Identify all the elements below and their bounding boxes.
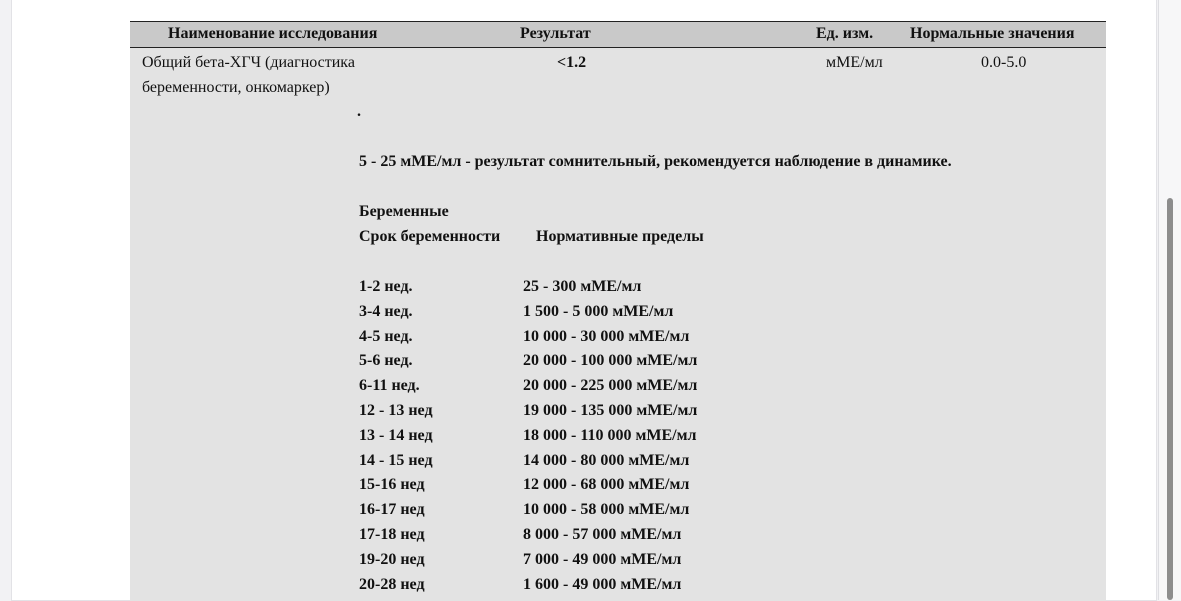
range-limits: 1 600 - 49 000 мМЕ/мл bbox=[523, 575, 682, 593]
lab-report-table bbox=[130, 21, 1106, 601]
range-term: 5-6 нед. bbox=[359, 352, 413, 370]
range-limits: 14 000 - 80 000 мМЕ/мл bbox=[523, 451, 690, 469]
range-term: 4-5 нед. bbox=[359, 327, 413, 345]
column-limits-header: Нормативные пределы bbox=[536, 228, 704, 245]
header-unit: Ед. изм. bbox=[816, 25, 874, 42]
range-limits: 18 000 - 110 000 мМЕ/мл bbox=[523, 426, 697, 444]
range-limits: 20 000 - 225 000 мМЕ/мл bbox=[523, 377, 698, 395]
range-limits: 8 000 - 57 000 мМЕ/мл bbox=[523, 526, 682, 543]
test-result-value: <1.2 bbox=[557, 54, 587, 71]
range-term: 16-17 нед bbox=[359, 501, 425, 519]
scrollbar-thumb[interactable] bbox=[1167, 198, 1173, 600]
range-term: 14 - 15 нед bbox=[359, 451, 433, 469]
pregnant-title: Беременные bbox=[359, 203, 449, 220]
header-normal-values: Нормальные значения bbox=[910, 25, 1075, 42]
comment-doubtful-note: 5 - 25 мМЕ/мл - результат сомнительный, рекомендуется наблюдение в динамике. bbox=[359, 153, 952, 170]
range-limits: 12 000 - 68 000 мМЕ/мл bbox=[523, 476, 690, 494]
header-test-name: Наименование исследования bbox=[168, 25, 378, 42]
vertical-scrollbar[interactable] bbox=[1158, 0, 1181, 600]
comment-dot: . bbox=[357, 103, 361, 120]
column-term-header: Срок беременности bbox=[359, 228, 501, 245]
test-name-line2: беременности, онкомаркер) bbox=[142, 79, 330, 96]
range-term: 17-18 нед bbox=[359, 526, 425, 543]
range-term: 20-28 нед bbox=[359, 575, 425, 593]
range-term: 15-16 нед bbox=[359, 476, 425, 494]
range-term: 19-20 нед bbox=[359, 550, 425, 568]
test-normal-value: 0.0-5.0 bbox=[981, 54, 1027, 71]
range-limits: 7 000 - 49 000 мМЕ/мл bbox=[523, 550, 682, 568]
range-limits: 20 000 - 100 000 мМЕ/мл bbox=[523, 352, 698, 370]
range-limits: 25 - 300 мМЕ/мл bbox=[523, 278, 642, 295]
range-term: 12 - 13 нед bbox=[359, 402, 433, 419]
header-result: Результат bbox=[520, 25, 591, 42]
range-limits: 19 000 - 135 000 мМЕ/мл bbox=[523, 402, 698, 419]
range-term: 13 - 14 нед bbox=[359, 426, 433, 444]
range-limits: 1 500 - 5 000 мМЕ/мл bbox=[523, 302, 674, 320]
test-unit-value: мМЕ/мл bbox=[826, 54, 883, 71]
range-limits: 10 000 - 58 000 мМЕ/мл bbox=[523, 501, 690, 519]
document-page bbox=[12, 0, 1156, 600]
range-term: 3-4 нед. bbox=[359, 302, 413, 320]
range-limits: 10 000 - 30 000 мМЕ/мл bbox=[523, 327, 690, 345]
table-header-row bbox=[130, 21, 1106, 48]
range-term: 1-2 нед. bbox=[359, 278, 413, 295]
range-term: 6-11 нед. bbox=[359, 377, 420, 395]
test-name-line1: Общий бета-ХГЧ (диагностика bbox=[142, 54, 355, 71]
